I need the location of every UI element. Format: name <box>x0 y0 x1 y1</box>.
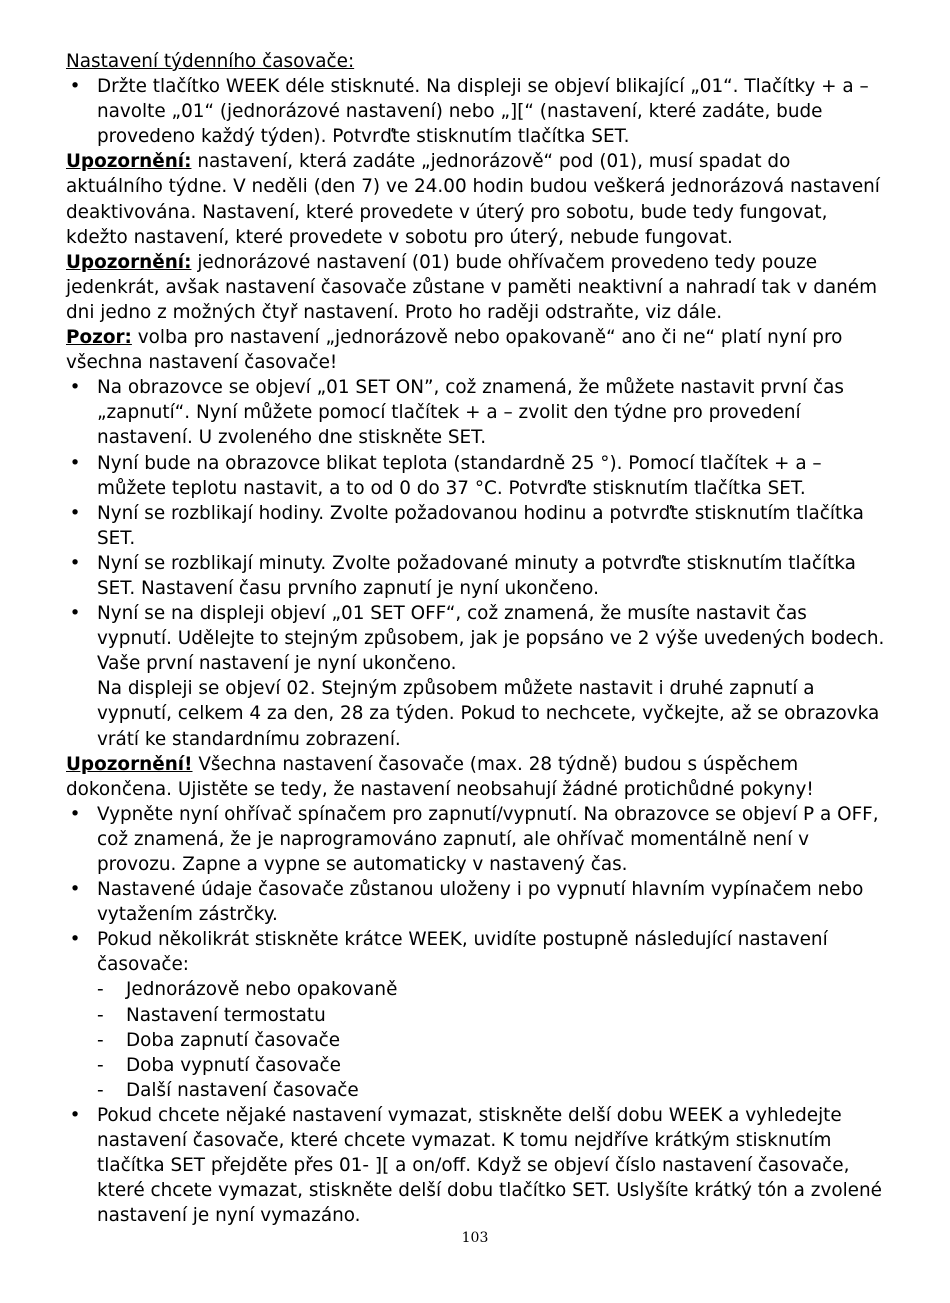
list-item <box>66 74 886 149</box>
dash-icon: - <box>97 1029 104 1051</box>
dash-item-text: Nastavení termostatu <box>126 1004 326 1026</box>
bullet-icon: • <box>69 929 81 951</box>
dash-icon: - <box>97 1054 104 1076</box>
list-item-text: Vypněte nyní ohřívač spínačem pro zapnutí/vypnutí. Na obrazovce se objeví P a OFF, což znamená, že je naprogramováno zapnutí, ale ohřívač momentálně není v provozu. Zapne a vypne se automaticky v nastavený čas. <box>97 803 879 875</box>
bullet-icon: • <box>69 1104 81 1126</box>
warning-label: Upozornění: <box>66 151 192 173</box>
warning-note <box>66 752 886 802</box>
list-item <box>66 927 886 1103</box>
dash-item-text: Doba vypnutí časovače <box>126 1054 341 1076</box>
list-item <box>66 501 886 551</box>
bullet-list <box>66 375 886 751</box>
list-item <box>66 1103 886 1228</box>
bullet-list <box>66 74 886 149</box>
warning-label: Upozornění! <box>66 753 193 775</box>
dash-item <box>97 1028 886 1053</box>
warning-note <box>66 250 886 325</box>
bullet-list <box>66 802 886 1229</box>
dash-item-text: Další nastavení časovače <box>126 1079 359 1101</box>
warning-text: Všechna nastavení časovače (max. 28 týdně) budou s úspěchem dokončena. Ujistěte se tedy, že nastavení neobsahují žádné protichůdné pokyny! <box>66 753 814 800</box>
list-item-text: Nastavené údaje časovače zůstanou uloženy i po vypnutí hlavním vypínačem nebo vytažením zástrčky. <box>97 879 864 926</box>
caution-note <box>66 325 886 375</box>
bullet-icon: • <box>69 552 81 574</box>
bullet-icon: • <box>69 502 81 524</box>
list-item <box>66 375 886 450</box>
dash-item-text: Doba zapnutí časovače <box>126 1029 341 1051</box>
section-heading: Nastavení týdenního časovače: <box>66 51 355 72</box>
list-item-text: Nyní se rozblikají hodiny. Zvolte požadovanou hodinu a potvrďte stisknutím tlačítka SET. <box>97 502 864 549</box>
dash-item <box>97 1003 886 1028</box>
list-item <box>66 601 886 752</box>
warning-label: Upozornění: <box>66 251 192 273</box>
list-item-text: Držte tlačítko WEEK déle stisknuté. Na displeji se objeví blikající „01“. Tlačítky + a – navolte „01“ (jednorázové nastavení) nebo „][“ (nastavení, které zadáte, bude provedeno každý týden). Potvrďte stisknutím tlačítka SET. <box>97 76 869 148</box>
list-item <box>66 551 886 601</box>
list-item <box>66 877 886 927</box>
caution-text: volba pro nastavení „jednorázově nebo opakovaně“ ano či ne“ platí nyní pro všechna nastavení časovače! <box>66 327 843 374</box>
dash-item <box>97 977 886 1002</box>
list-item-text: Pokud několikrát stiskněte krátce WEEK, uvidíte postupně následující nastavení časovače: <box>97 929 828 976</box>
dash-item <box>97 1053 886 1078</box>
list-item-text: Nyní bude na obrazovce blikat teplota (standardně 25 °). Pomocí tlačítek + a – můžete teplotu nastavit, a to od 0 do 37 °C. Potvrďte stisknutím tlačítka SET. <box>97 452 822 499</box>
warning-text: jednorázové nastavení (01) bude ohřívačem provedeno tedy pouze jedenkrát, avšak nastavení časovače zůstane v paměti neaktivní a nahradí tak v daném dni jedno z možných čtyř nastavení. Proto ho raději odstraňte, viz dále. <box>66 251 878 323</box>
bullet-icon: • <box>69 803 81 825</box>
bullet-icon: • <box>69 452 81 474</box>
dash-icon: - <box>97 1004 104 1026</box>
dash-list <box>97 977 886 1102</box>
dash-item-text: Jednorázově nebo opakovaně <box>126 979 398 1001</box>
dash-icon: - <box>97 979 104 1001</box>
list-item <box>66 451 886 501</box>
list-item-text: Pokud chcete nějaké nastavení vymazat, stiskněte delší dobu WEEK a vyhledejte nastavení časovače, které chcete vymazat. K tomu nejdříve krátkým stisknutím tlačítka SET přejděte přes 01- ][ a on/off. Když se objeví číslo nastavení časovače, které chcete vymazat, stiskněte delší dobu tlačítko SET. Uslyšíte krátký tón a zvolené nastavení je nyní vymazáno. <box>97 1104 882 1227</box>
list-item-continuation: Na displeji se objeví 02. Stejným způsobem můžete nastavit i druhé zapnutí a vypnutí, celkem 4 za den, 28 za týden. Pokud to nechcete, vyčkejte, až se obrazovka vrátí ke standardnímu zobrazení. <box>97 678 880 750</box>
list-item-text: Nyní se na displeji objeví „01 SET OFF“, což znamená, že musíte nastavit čas vypnutí. Udělejte to stejným způsobem, jak je popsáno ve 2 výše uvedených bodech. Vaše první nastavení je nyní ukončeno. <box>97 603 885 675</box>
dash-item <box>97 1078 886 1103</box>
bullet-icon: • <box>69 377 81 399</box>
bullet-icon: • <box>69 76 81 98</box>
warning-note <box>66 149 886 249</box>
list-item <box>66 802 886 877</box>
caution-label: Pozor: <box>66 327 132 349</box>
page-number: 103 <box>461 1230 489 1246</box>
document-content <box>66 49 886 1228</box>
bullet-icon: • <box>69 603 81 625</box>
warning-text: nastavení, která zadáte „jednorázově“ pod (01), musí spadat do aktuálního týdne. V neděli (den 7) ve 24.00 hodin budou veškerá jednorázová nastavení deaktivována. Nastavení, které provedete v úterý pro sobotu, bude tedy fungovat, kdežto nastavení, které provedete v sobotu pro úterý, nebude fungovat. <box>66 151 880 248</box>
bullet-icon: • <box>69 879 81 901</box>
list-item-text: Na obrazovce se objeví „01 SET ON”, což znamená, že můžete nastavit první čas „zapnutí“. Nyní můžete pomocí tlačítek + a – zvolit den týdne pro provedení nastavení. U zvoleného dne stiskněte SET. <box>97 377 844 449</box>
list-item-text: Nyní se rozblikají minuty. Zvolte požadované minuty a potvrďte stisknutím tlačítka SET. Nastavení času prvního zapnutí je nyní ukončeno. <box>97 552 856 599</box>
dash-icon: - <box>97 1079 104 1101</box>
